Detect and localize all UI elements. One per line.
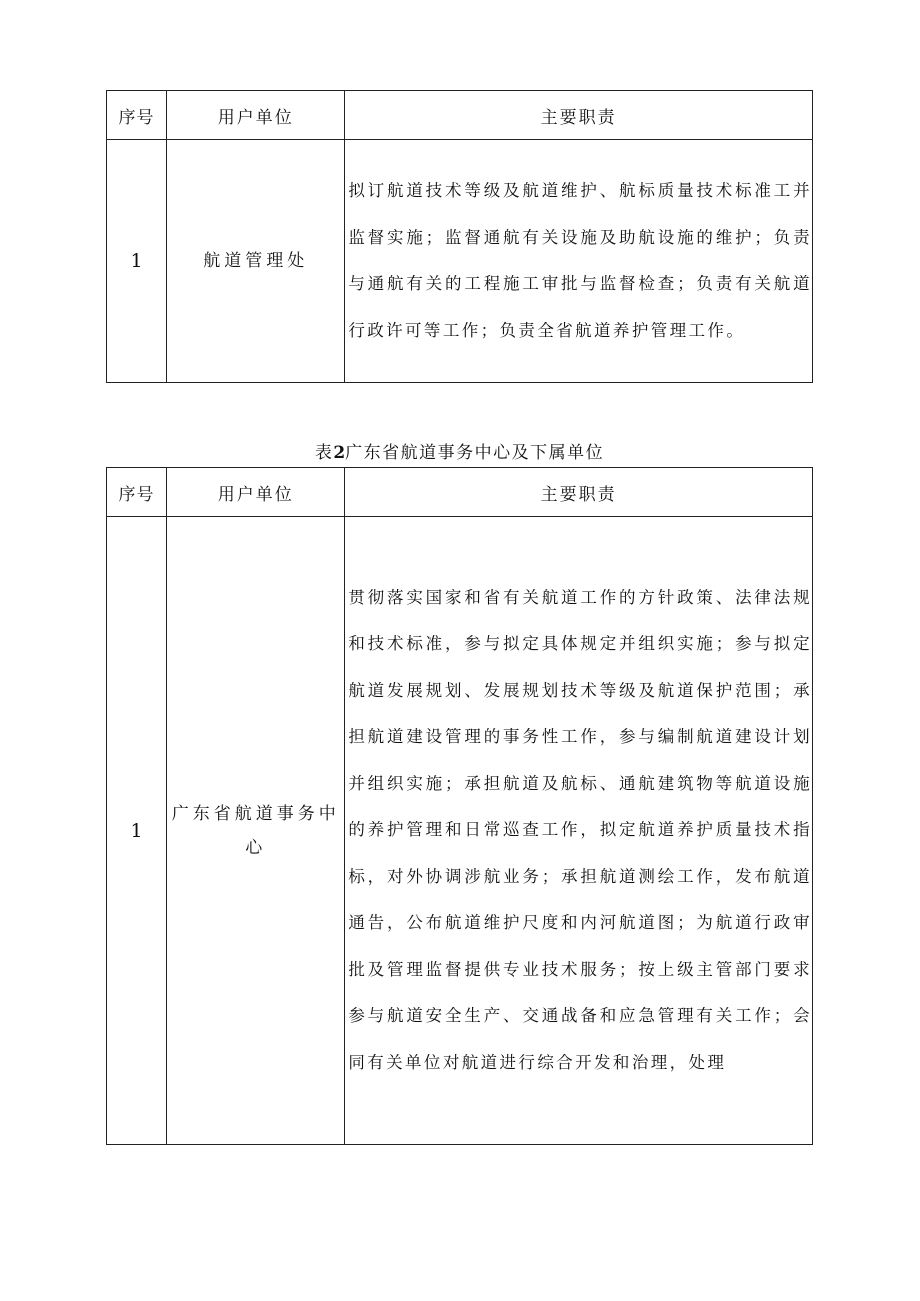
header-user-unit: 用户单位	[167, 91, 345, 140]
header-user-unit: 用户单位	[167, 468, 345, 517]
header-seq-no: 序号	[107, 468, 167, 517]
table-row	[107, 517, 813, 1145]
row-seq-no: 1	[107, 517, 167, 1145]
row-seq-no: 1	[107, 140, 167, 383]
row-main-duties: 贯彻落实国家和省有关航道工作的方针政策、法律法规和技术标准，参与拟定具体规定并组织实施；参与拟定航道发展规划、发展规划技术等级及航道保护范围；承担航道建设管理的事务性工作，参与编制航道建设计划并组织实施；承担航道及航标、通航建筑物等航道设施的养护管理和日常巡查工作，拟定航道养护质量技术指标，对外协调涉航业务；承担航道测绘工作，发布航道通告，公布航道维护尺度和内河航道图；为航道行政审批及管理监督提供专业技术服务；按上级主管部门要求参与航道安全生产、交通战备和应急管理有关工作；会同有关单位对航道进行综合开发和治理，处理	[345, 517, 813, 1145]
caption-prefix: 表	[314, 443, 334, 463]
caption-title: 广东省航道事务中心及下属单位	[345, 443, 605, 463]
table-1-header-row	[107, 91, 813, 140]
table-2-header-row	[107, 468, 813, 517]
header-seq-no: 序号	[107, 91, 167, 140]
table-2-caption	[106, 440, 813, 466]
table-row	[107, 140, 813, 383]
header-main-duties: 主要职责	[345, 91, 813, 140]
row-user-unit: 航道管理处	[167, 140, 345, 383]
row-main-duties: 拟订航道技术等级及航道维护、航标质量技术标准工并监督实施；监督通航有关设施及助航设施的维护；负责与通航有关的工程施工审批与监督检查；负责有关航道行政许可等工作；负责全省航道养护管理工作。	[345, 140, 813, 383]
table-1	[106, 90, 813, 383]
table-2	[106, 467, 813, 1145]
row-user-unit: 广东省航道事务中心	[167, 517, 345, 1145]
header-main-duties: 主要职责	[345, 468, 813, 517]
caption-number: 2	[333, 443, 346, 463]
